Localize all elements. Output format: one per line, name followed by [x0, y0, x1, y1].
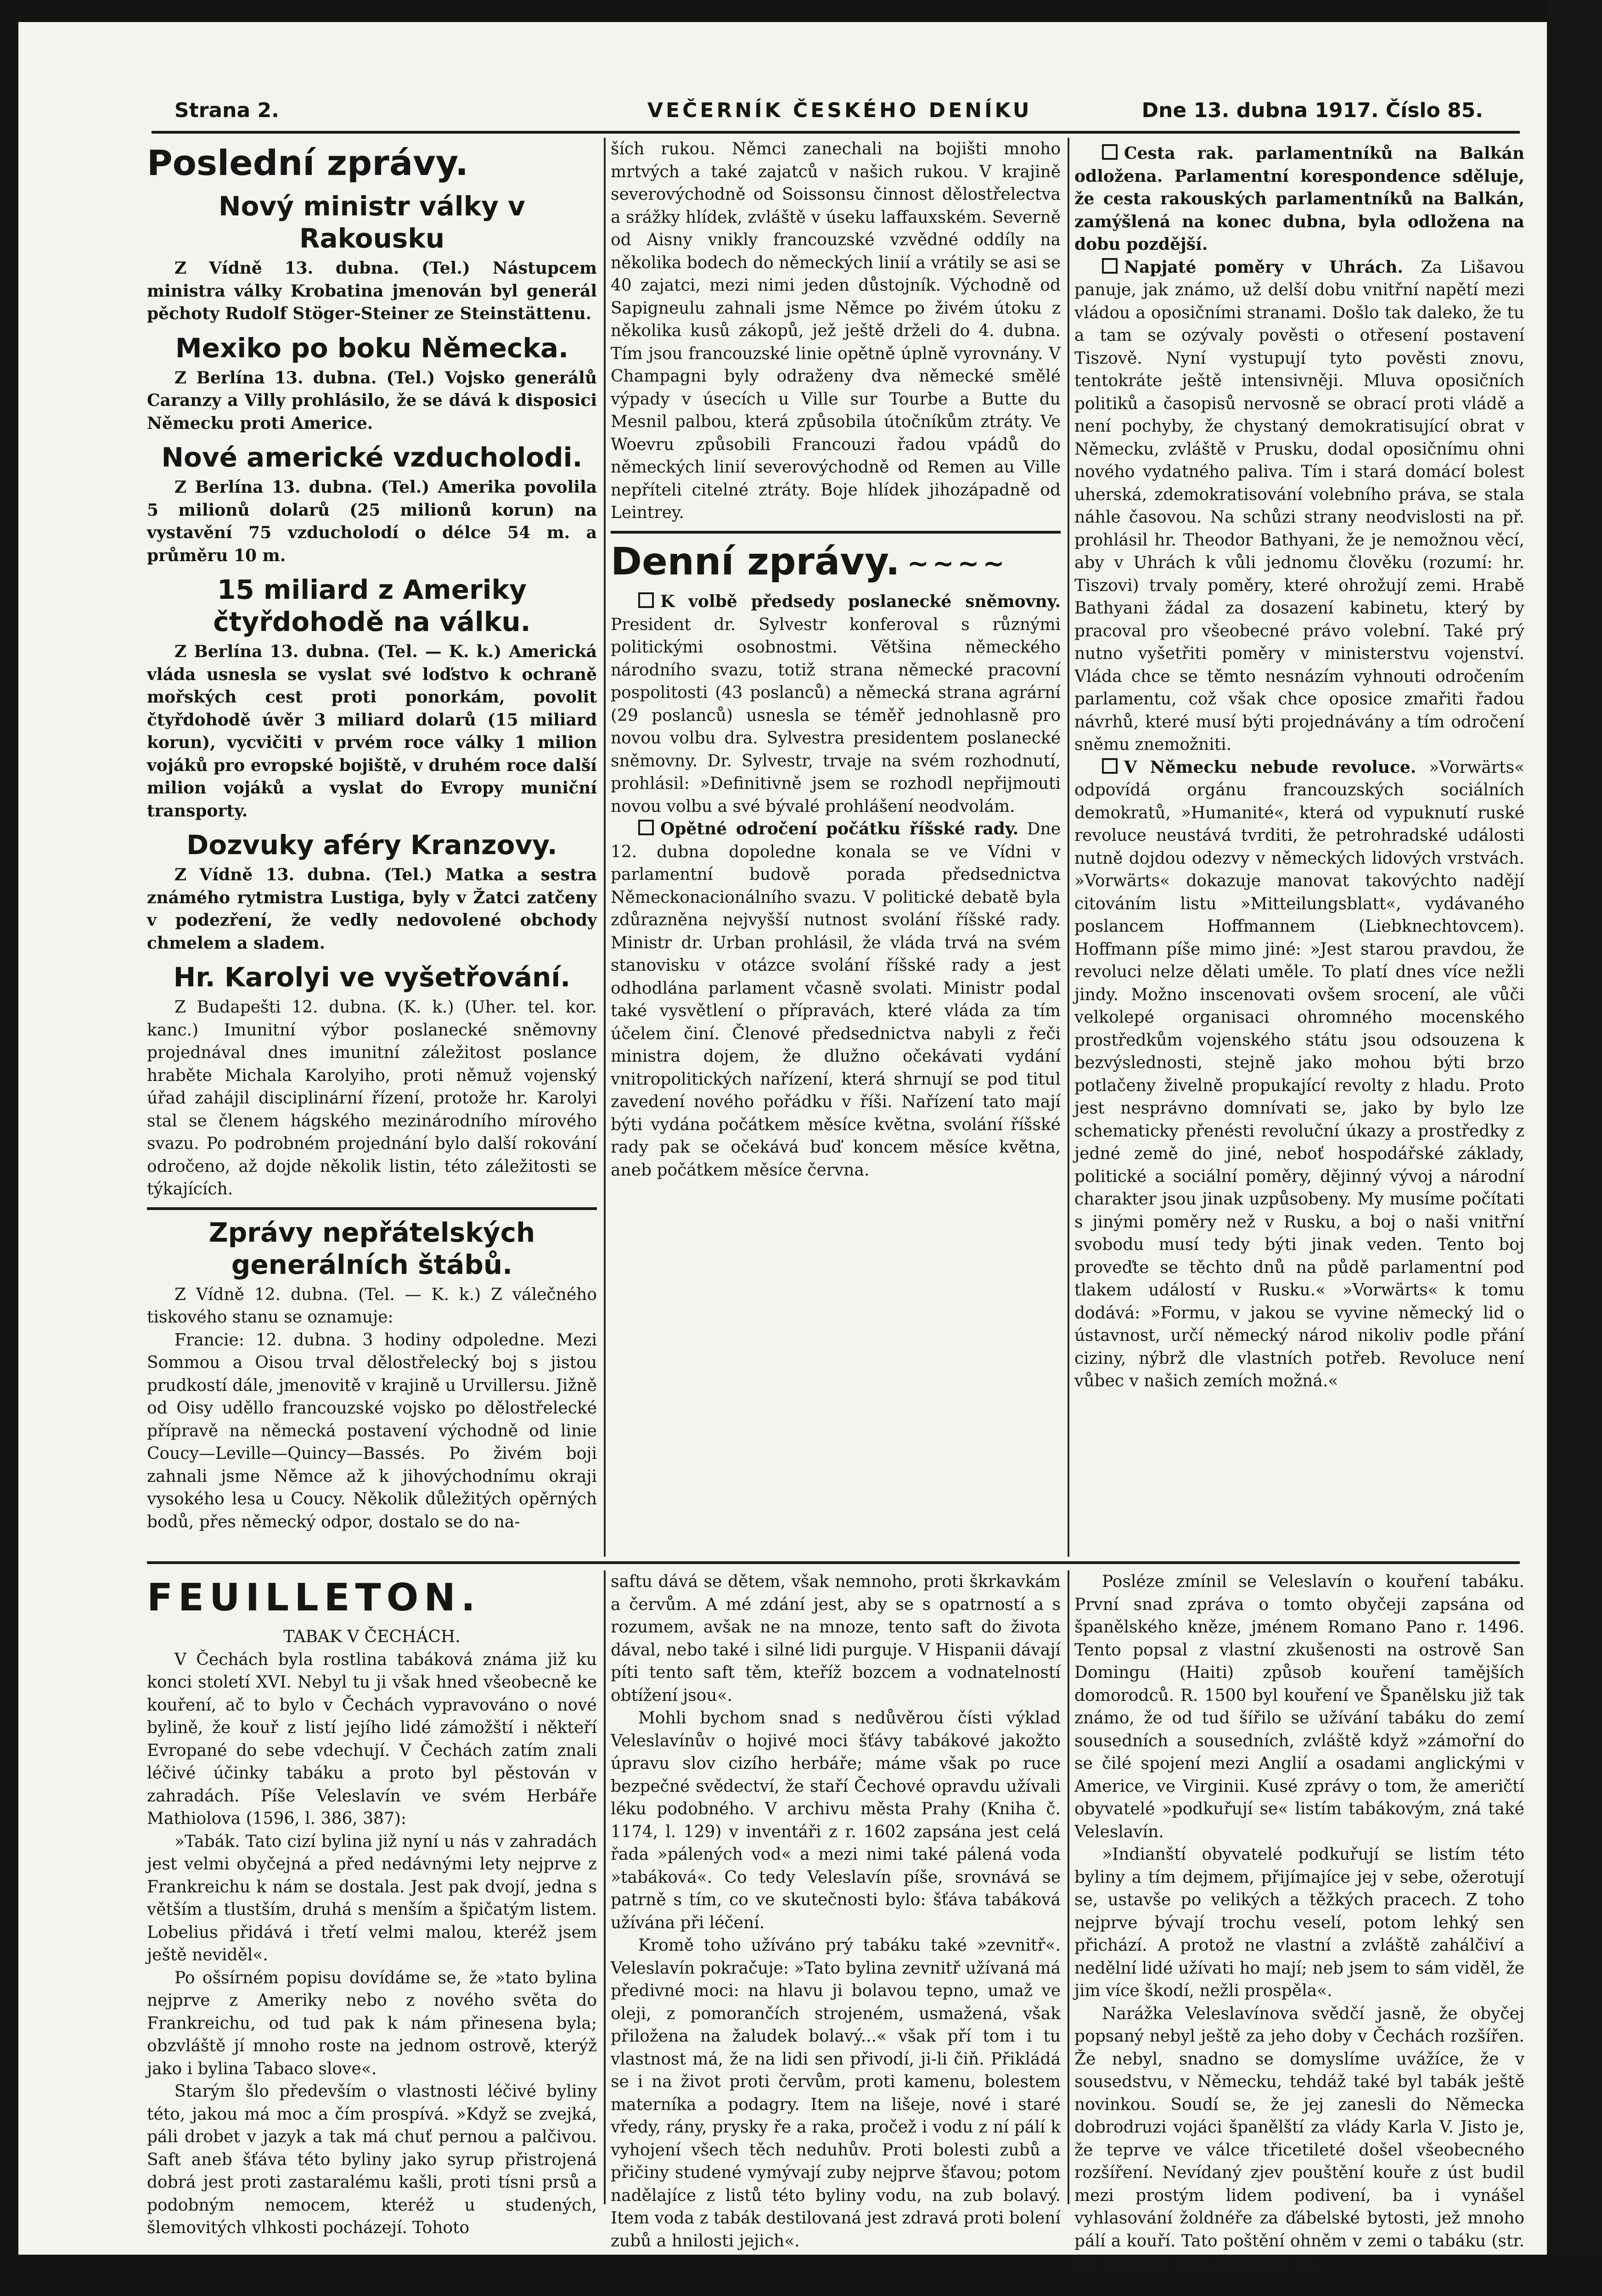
page-number: Strana 2.	[174, 99, 279, 122]
news-text: Za Lišavou panuje, jak známo, už delší dobu vnitřní napětí mezi vládou a oposičními stranami. Došlo tak daleko, že tu a tam se ozývaly pověsti o otřesení postavení Tiszově. Nyní vystupují tyto pověsti znovu, tentokráte ještě intensivněji. Mluva oposičních politiků a časopisů nervosně se obrací proti vládě a není pochyby, že chystaný demokratisující obrat v Německu, zvláště v Prusku, dodal oposičnímu ohni nového vydatného paliva. Tím i stará domácí bolest uherská, zdemokratisování volebního práva, se stala náhle časovou. Na schůzi strany neodvislosti na př. prohlásil hr. Theodor Bathyani, že je nemožnou věcí, aby v Uhrách k vůli jednomu člověku (rozumí: hr. Tiszovi) trvaly poměry, které ohrožují zemi. Hrabě Bathyani žádal za dosazení kabinetu, který by pracoval pro všeobecné právo volební. Také prý nutno vyšetřiti poměry v ministerstvu vojenství. Vláda chce se těmto nesnázím vyhnouti odročením parlamentu, což však chce oposice zmařiti řadou návrhů, které musí býti projednávány a tím odročení sněmu znemožniti.	[1074, 258, 1524, 754]
news-text: Dne 12. dubna dopoledne konala se ve Vídni v parlamentní budově porada předsednictva Německonacionálního svazu. V politické debatě byla zdůrazněna nejvyšší nutnost svolání říšské rady. Ministr dr. Urban prohlásil, že vláda trvá na svém stanovisku v otázce svolání říšské rady a jest odhodlána parlament včasně svolati. Ministr podal také vysvětlení o přípravách, které vláda za tím účelem činí. Členové předsednictva nabyli z řeči ministra dojem, že dlužno očekávati vydání vnitropolitických nařízení, která shrnují se pod titul zavedení nového pořádku v říši. Nařízení tato mají býti vydána počátkem měsíce května, svolání říšské rady pak se očekává buď koncem měsíce května, aneb počátkem měsíce června.	[611, 820, 1061, 1180]
news-item	[147, 961, 597, 1201]
issue-date: Dne 13. dubna 1917. Číslo 85.	[1141, 99, 1483, 122]
feuilleton-text: V Čechách byla rostlina tabáková známa již ku konci století XVI. Nebyl tu ji však hned všeobecně ke kouření, ač to bylo v Čechách vypravováno o nové bylině, že kouř z listí jejího lidé zámožští i někteří Evropané do sebe vdechují. V Čechách zatím znali léčivé účinky tabáku a proto byl pěstován v zahradách. Píše Veleslavín ve svém Herbáře Mathiolova (1596, l. 386, 387):	[147, 1650, 597, 1828]
wave-ornament: ~~~~	[907, 549, 1008, 579]
news-text: Z Vídně 12. dubna. (Tel. — K. k.) Z válečného tiskového stanu se oznamuje:	[147, 1285, 597, 1327]
feuilleton-text: Po ošsírném popisu dovídáme se, že »tato bylina nejprve z Ameriky nebo z nového světa do Frankreichu, od tud pak k nám přinesena byla; obzvláště jí mnoho roste na jednom ostrově, kterýž jako i bylina Tabaco slove«.	[147, 1968, 597, 2078]
news-item	[147, 441, 597, 567]
news-text: Z Vídně 13. dubna. (Tel.) Matka a sestra známého rytmistra Lustiga, byly v Žatci zatčeny v podezření, že vedly nedovolené obchody chmelem a sladem.	[147, 865, 597, 953]
column-1	[147, 138, 597, 1533]
feuilleton-text: »Indianští obyvatelé podkuřují se listím této byliny a tím dejmem, přijímajíce jej v sebe, ožerotují se, ustavše po velikých a těžkých pracech. Z toho nejprve bývají trochu veselí, potom lehký sen přichází. A protož ne vlastní a zvláště zahálčiví a nedělní lidé užívati ho mají; neb jsem to sám viděl, že jim více škodí, nežli prospěla«.	[1074, 1845, 1524, 2000]
news-text: Z Budapešti 12. dubna. (K. k.) (Uher. tel. kor. kanc.) Imunitní výbor poslanecké sněmovny projednával dnes imunitní záležitost poslance hraběte Michala Karolyiho, proti němuž vojenský úřad zahájil disciplinární řízení, protože hr. Karolyi stal se členem hágského mezinárodního mírového svazu. Po podrobném projednání bylo další rokování odročeno, až dojde několik listin, této záležitosti se týkajících.	[147, 998, 597, 1199]
square-bullet-icon	[638, 592, 654, 608]
news-item	[147, 332, 597, 435]
header-rule	[152, 131, 1520, 134]
square-bullet-icon	[1102, 758, 1118, 774]
scan-border-top	[0, 0, 1602, 22]
daily-news-title: Denní zprávy.	[611, 540, 900, 584]
feuilleton-column-1	[147, 1575, 597, 2237]
feuilleton-text: saftu dává se dětem, však nemnoho, proti škrkavkám a červům. A mé zdání jest, aby se s opatrností a s rozumem, avšak ne na mnoze, tento saft do života dával, nebo také i silné lidi purguje. V Hispanii dávají píti tento saft těm, kteříž bozcem a vodnatelností obtížení jsou«.	[611, 1572, 1061, 1705]
feuilleton-column-3	[1074, 1570, 1524, 2273]
column-divider	[604, 1570, 606, 2204]
page-header	[152, 99, 1497, 131]
feuilleton-text: Posléze zmínil se Veleslavín o kouření tabáku. První snad zpráva o tomto obyčeji zapsána od španělského kněze, jménem Romano Pano r. 1496. Tento popsal z vlastní zkušenosti na ostrově San Domingu (Haiti) způsob kouření tamějších domorodců. R. 1500 byl kouření ve Španělsku již tak známo, že od tud šířilo se užívání tabáku do zemí sousedních a sousedních, zvláště když »zámořní do se čilé spojení mezi Anglií a osadami anglickými v Americe, ve Virginii. Kusé zprávy o tom, že američtí obyvatelé »podkuřují se« listím tabákovým, zná také Veleslavín.	[1074, 1572, 1524, 1841]
news-heading: Opětné odročení počátku říšské rady.	[660, 819, 1019, 839]
column-divider	[1068, 138, 1069, 1557]
section-rule	[611, 531, 1061, 534]
feuilleton-text: Kromě toho užíváno prý tabáku také »zevnitř«. Veleslavín pokračuje: »Tato bylina zevnitř užívaná má předivné moci: na hlavu ji bolavou tepno, umaž ve oleji, z pomorančích strojeném, usmažená, však přiložena na žaludek bolavý...« však pří tom i tu vlastnost má, že na lidi sen přivodí, ji-li čiň. Přikládá se i na život proti červům, proti kamenu, bolestem materníka a podagry. Item na lišeje, nové i staré vředy, rány, prysky ře a raka, pročež i vodu z ní pálí k vyhojení všech těch neduhův. Proti bolesti zubů a přičiny studené vymývají zuby nejprve šťavou; potom nadělajíce z listů této byliny vodu, na zub bolavý. Item voda z tabák destilovaná jest zdravá proti bolení zubů a hnilosti jejich«.	[611, 1936, 1061, 2251]
feuilleton-column-2	[611, 1570, 1061, 2251]
column-2	[611, 138, 1061, 1182]
news-item	[147, 829, 597, 955]
news-heading: K volbě předsedy poslanecké sněmovny.	[660, 592, 1061, 612]
news-text: Z Berlína 13. dubna. (Tel.) Amerika povolila 5 milionů dolarů (25 milionů korun) na vystavění 75 vzducholodí o délce 54 m. a průměru 10 m.	[147, 478, 597, 565]
news-heading: 15 miliard z Ameriky čtyřdohodě na válku.	[213, 574, 531, 637]
news-text: Z Vídně 13. dubna. (Tel.) Nástupcem ministra války Krobatina jmenován byl generál pěchoty Rudolf Stöger-Steiner ze Steinstättenu.	[147, 259, 597, 323]
square-bullet-icon	[638, 820, 654, 835]
feuilleton-title: FEUILLETON.	[147, 1576, 481, 1620]
column-divider	[1068, 1570, 1069, 2204]
section-title-latest-news: Poslední zprávy.	[147, 142, 469, 183]
square-bullet-icon	[1102, 258, 1118, 274]
news-text: Francie: 12. dubna. 3 hodiny odpoledne. Mezi Sommou a Oisou trval dělostřelecký boj s jistou prudkostí dále, jmenovitě v krajině u Urvillersu. Jižně od Oisy uděllo francouzské vojsko po dělostřelecké přípravě na německá postavení východně od linie Coucy—Leville—Quincy—Bassés. Po živém boji zahnali jsme Němce až k jihovýchodnímu okraji vysokého lesa u Coucy. Několik důležitých opěrných bodů, přes německý odpor, dostalo se do na-	[147, 1330, 597, 1531]
feuilleton-subtitle: TABAK V ČECHÁCH.	[283, 1627, 461, 1646]
news-heading: Nový ministr války v Rakousku	[219, 191, 525, 254]
news-heading: V Německu nebude revoluce.	[1124, 757, 1417, 777]
square-bullet-icon	[1102, 144, 1118, 160]
scan-border-left	[0, 0, 18, 2296]
news-heading: Mexiko po boku Německa.	[175, 332, 569, 364]
news-heading: Hr. Karolyi ve vyšetřování.	[173, 962, 571, 993]
feuilleton-rule	[147, 1561, 1520, 1564]
news-heading: Nové americké vzducholodi.	[161, 442, 583, 473]
news-heading: Dozvuky aféry Kranzovy.	[186, 829, 557, 861]
news-heading: Zprávy nepřátelských generálních štábů.	[208, 1216, 535, 1280]
news-text: odložena. Parlamentní korespondence sděluje, že cesta rakouských parlamentníků na Balkán, zamýšlená na konec dubna, byla odložena na dobu pozdější.	[1074, 166, 1524, 254]
column-divider	[604, 138, 606, 1557]
masthead: VEČERNÍK ČESKÉHO DENÍKU	[647, 99, 1032, 122]
news-heading: Napjaté poměry v Uhrách.	[1124, 257, 1403, 277]
section-title-daily-news	[611, 540, 1061, 586]
news-text: Z Berlína 13. dubna. (Tel.) Vojsko generálů Caranzy a Villy prohlásilo, že se dává k disposici Německu proti Americe.	[147, 368, 597, 433]
news-text: Z Berlína 13. dubna. (Tel. — K. k.) Americká vláda usnesla se vyslat své loďstvo k ochraně mořských cest proti ponorkám, povolit čtyřdohodě úvěr 3 miliard dolarů (15 miliard korun), vycvičiti v prvém roce války 1 milion vojáků pro evropské bojiště, v druhém roce další milion vojáků a vyslat do Evropy muniční transporty.	[147, 642, 597, 821]
news-text: President dr. Sylvestr konferoval s různými politickými osobnostmi. Většina německého národního svazu, totiž strana německé pracovní pospolitosti (43 poslanců) a německá strana agrární (29 poslanců) usnesla se téměř jednohlasně pro novou volbu dra. Sylvestra presidentem poslanecké sněmovny. Dr. Sylvestr, trvaje na svém rozhodnutí, prohlásil: »Definitivně jsem se rozhodl nepřijmouti novou volbu a své bývalé prohlášení neodvolám.	[611, 615, 1061, 816]
feuilleton-text: »Tabák. Tato cizí bylina již nyní u nás v zahradách jest velmi obyčejná a před nedávnými lety nejprve z Frankreichu k nám se dostala. Jest pak dvojí, jedna s větším a tlustším, druhá s menším a špičatým listem. Lobelius přidává i třetí velmi malou, kteréž jsem ještě neviděl«.	[147, 1832, 597, 1964]
scan-border-right	[1547, 0, 1602, 2296]
feuilleton-text: Starým šlo především o vlastnosti léčivé byliny této, jakou má moc a čím prospívá. »Když se zvejká, páli drobet v jazyk a tak má chuť pernou a palčivou. Saft aneb šťáva této byliny jako syrup přistrojená dobrá jest proti zastaralému kašli, proti tísni prsů a podobným nemocem, kteréž u studených, šlemovitých vlhkosti pocházejí. Tohoto	[147, 2082, 597, 2237]
news-heading: Cesta rak. parlamentníků na Balkán	[1124, 144, 1524, 163]
feuilleton-text: Narážka Veleslavínova svědčí jasně, že obyčej popsaný nebyl ještě za jeho doby v Čechách rozšířen. Že nebyl, snadno se domyslíme uvážíce, že v sousedstvu, v Německu, tehdáž také byl tabák ještě novinkou. Soudí se, že jej zanesli do Německa dobrodruzi vojáci španělští za vlády Karla V. Jisto je, že teprve ve válce třicetileté došel všeobecného rozšíření. Nevídaný zjev pouštění kouře z úst budil mezi prostým lidem podivení, ba i vynášel vyhlasování žoldnéře za ďábelské bytosti, jež mnoho pálí a kouří. Tato poštění ohněm v zemi o tabáku (str. 6.) zapsána jest anekdota, že	[1074, 2004, 1524, 2273]
news-text: »Vorwärts« odpovídá orgánu francouzských sociálních demokratů, »Humanité«, která od vypuknutí ruské revoluce neustává tvrditi, že petrohradské události nutně dojdou odezvy v německých lidových vrstvách. »Vorwärts« dokazuje manovat takovýchto nadějí citováním listu »Mitteilungsblatt«, vydávaného poslancem Hoffmannem (Liebknechtovcem). Hoffmann píše mimo jiné: »Jest starou pravdou, že revoluci nelze dělati uměle. To platí dnes více nežli jindy. Možno inscenovati ovšem srocení, ale vůči velkolepé organisaci ohromného mocenského prostředkům vojenského státu jsou odsouzena k bezvýslednosti, stejně jako mohou býti brzo potlačeny živelně propukající revolty z hladu. Proto jest nesprávno domnívati se, jako by bylo lze schematicky přenésti revoluční úkazy a prostředky z jedné země do jiné, neboť hospodářské základy, politické a sociální poměry, dějinný vývoj a národní charakter jsou jinak uzpůsobeny. My musíme počítati s jinými poměry než v Rusku, a boj o naši vnitřní svobodu musí tedy býti jinak veden. Tento boj proveďte se těchto dnů na půdě parlamentní pod tlakem událostí v Rusku.« »Vorwärts« k tomu dodává: »Formu, v jakou se vyvine německý lid o ústavnost, určí německý národ nikoliv podle přání ciziny, nýbrž dle vlastních potřeb. Revoluce není vůbec v našich zemích možná.«	[1074, 758, 1524, 1390]
feuilleton-text: Mohli bychom snad s nedůvěrou čísti výklad Veleslavínův o hojivé moci šťávy tabákové jakožto úpravu slov cizího herbáře; máme však po ruce bezpečné svědectví, že staří Čechové opravdu užívali léku podobného. V archivu města Prahy (Kniha č. 1174, l. 129) v inventáři z r. 1602 zapsána jest celá řada »pálených vod« a mezi nimi také pálená voda »tabáková«. Co tedy Veleslavín píše, srovnává se patrně s tím, co ve skutečnosti bylo: šťáva tabáková užívána při léčení.	[611, 1709, 1061, 1932]
news-text: ších rukou. Němci zanechali na bojišti mnoho mrtvých a také zajatců v našich rukou. V krajině severovýchodně od Soissonsu činnost dělostřelectva a srážky hlídek, zvláště v úseku laffauxském. Severně od Aisny vnikly francouzské vzvědné oddíly na několika bodech do německých linií a vrátily se asi se 40 zajatci, mezi nimi jeden důstojník. Východně od Sapigneulu zahnali jsme Němce po živém útoku z několika kusů zákopů, jež ještě drželi do 4. dubna. Tím jsou francouzské linie opětně úplně vyrovnány. V Champagni byly odraženy dva německé smělé výpady v úsecích u Ville sur Tourbe a Butte du Mesnil palbou, která způsobila útočníkům ztráty. Ve Woevru způsobili Francouzi řadou vpádů do německých linií severovýchodně od Remen au Ville nepříteli citelné ztráty. Boje hlídek jihozápadně od Leintrey.	[611, 140, 1061, 522]
section-rule	[147, 1207, 597, 1210]
news-item	[147, 574, 597, 822]
news-item	[147, 190, 597, 326]
column-3	[1074, 142, 1524, 1393]
